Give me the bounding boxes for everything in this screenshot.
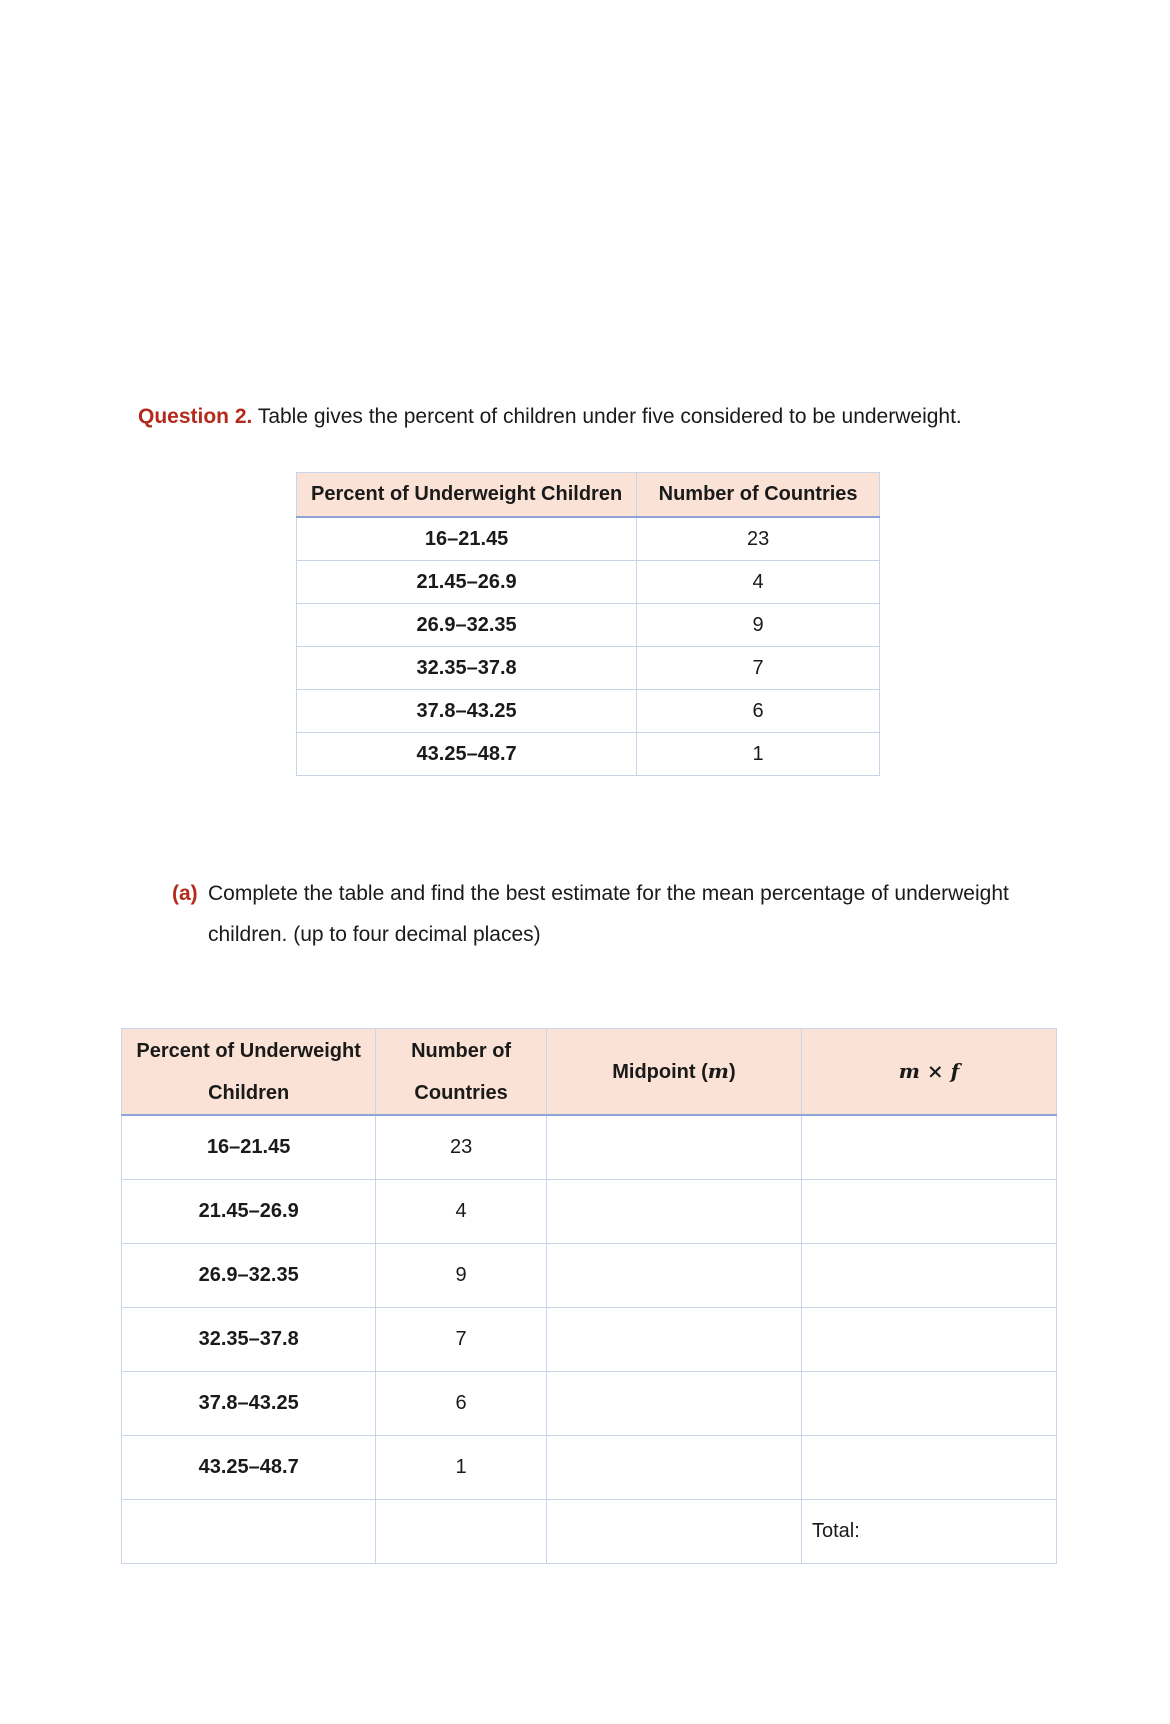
midpoint-cell[interactable] [546,1436,801,1500]
range-cell: 16–21.45 [122,1115,376,1180]
table-row [297,604,880,647]
total-label: Total: [812,1520,860,1542]
range-cell: 32.35–37.8 [297,647,637,690]
total-row [122,1500,1057,1564]
product-cell[interactable] [802,1115,1057,1180]
table-row [122,1180,1057,1244]
part-a-instructions [172,873,1052,955]
table-row [122,1308,1057,1372]
count-cell: 1 [637,733,880,776]
range-cell: 26.9–32.35 [122,1244,376,1308]
header-percent: Percent of Underweight Children [297,473,637,518]
table-row [297,517,880,561]
header-count [376,1029,547,1116]
empty-cell [376,1500,547,1564]
midpoint-cell[interactable] [546,1244,801,1308]
range-cell: 21.45–26.9 [122,1180,376,1244]
question-heading [138,402,962,432]
range-cell: 21.45–26.9 [297,561,637,604]
count-cell: 4 [376,1180,547,1244]
part-a-line1: Complete the table and find the best estimate for the mean percentage of underweight [208,882,1009,905]
header-count-line1: Number of [411,1039,512,1062]
range-cell: 32.35–37.8 [122,1308,376,1372]
header-percent-line2: Children [208,1081,290,1104]
header-percent-line1: Percent of Underweight [136,1039,361,1062]
header-product [802,1029,1057,1116]
header-midpoint-text: Midpoint ( [612,1061,708,1083]
midpoint-cell[interactable] [546,1372,801,1436]
data-table [296,472,880,776]
range-cell: 43.25–48.7 [297,733,637,776]
midpoint-cell[interactable] [546,1180,801,1244]
range-cell: 16–21.45 [297,517,637,561]
empty-cell [546,1500,801,1564]
header-midpoint-math: m [707,1059,729,1083]
question-label: Question 2. [138,405,253,428]
product-cell[interactable] [802,1244,1057,1308]
count-cell: 7 [637,647,880,690]
count-cell: 9 [376,1244,547,1308]
range-cell: 26.9–32.35 [297,604,637,647]
count-cell: 1 [376,1436,547,1500]
header-percent [122,1029,376,1116]
table-row [297,690,880,733]
product-cell[interactable] [802,1436,1057,1500]
header-midpoint-close: ) [728,1061,736,1083]
table-row [297,733,880,776]
table-row [297,561,880,604]
midpoint-cell[interactable] [546,1115,801,1180]
range-cell: 43.25–48.7 [122,1436,376,1500]
header-product-math: m × f [898,1059,960,1083]
question-text: Table gives the percent of children under five considered to be underweight. [257,405,962,428]
count-cell: 4 [637,561,880,604]
part-a-label: (a) [172,882,198,905]
count-cell: 6 [637,690,880,733]
table-row [122,1244,1057,1308]
part-a-line2: children. (up to four decimal places) [208,923,541,946]
product-cell[interactable] [802,1180,1057,1244]
table-row [297,647,880,690]
count-cell: 6 [376,1372,547,1436]
range-cell: 37.8–43.25 [297,690,637,733]
count-cell: 9 [637,604,880,647]
midpoint-cell[interactable] [546,1308,801,1372]
product-cell[interactable] [802,1308,1057,1372]
range-cell: 37.8–43.25 [122,1372,376,1436]
count-cell: 23 [637,517,880,561]
product-cell[interactable] [802,1372,1057,1436]
table-row [122,1115,1057,1180]
header-midpoint [546,1029,801,1116]
count-cell: 7 [376,1308,547,1372]
count-cell: 23 [376,1115,547,1180]
total-cell[interactable] [802,1500,1057,1564]
header-count-line2: Countries [414,1081,508,1104]
table-row [122,1436,1057,1500]
worksheet-table [121,1028,1057,1564]
empty-cell [122,1500,376,1564]
table-row [122,1372,1057,1436]
header-count: Number of Countries [637,473,880,518]
